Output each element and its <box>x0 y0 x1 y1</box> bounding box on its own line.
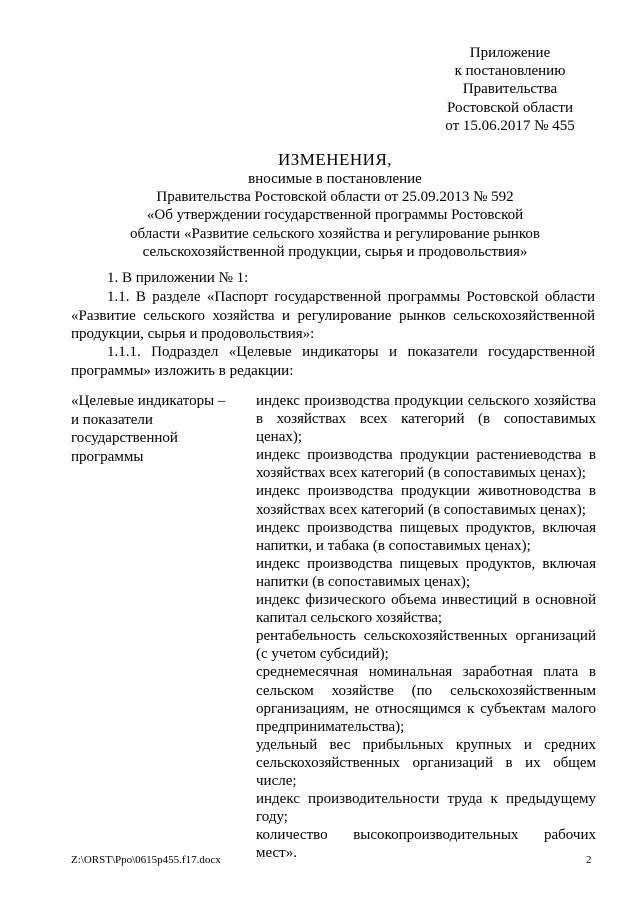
indicator-item: индекс производства пищевых продуктов, включая напитки, и табака (в сопоставимых ценах); <box>256 519 596 554</box>
indicator-item: удельный вес прибыльных крупных и средних сельскохозяйственных организаций в их общем числе; <box>256 736 596 789</box>
heading-line: «Об утверждении государственной программы Ростовской <box>146 207 524 224</box>
label-line: и показатели <box>71 411 153 428</box>
appendix-line: Правительства <box>462 81 558 98</box>
heading-title: ИЗМЕНЕНИЯ, <box>277 150 393 169</box>
indicator-item: индекс производства продукции сельского хозяйства в хозяйствах всех категорий (в сопоставимых ценах); <box>256 393 596 446</box>
indicator-item: индекс физического объема инвестиций в основной капитал сельского хозяйства; <box>256 592 596 627</box>
heading-line: области «Развитие сельского хозяйства и регулирование рынков <box>130 225 540 242</box>
appendix-line: от 15.06.2017 № 455 <box>445 117 575 134</box>
appendix-block <box>420 44 600 135</box>
page-number: 2 <box>586 854 592 866</box>
indicator-item: индекс производства продукции растениеводства в хозяйствах всех категорий (в сопоставимых ценах); <box>256 447 596 482</box>
indicators-label-cell <box>71 392 246 466</box>
heading-line: вносимые в постановление <box>248 171 422 187</box>
indicator-item: индекс производства пищевых продуктов, включая напитки (в сопоставимых ценах); <box>256 555 596 590</box>
indicator-item: среднемесячная номинальная заработная плата в сельском хозяйстве (по сельскохозяйственным организациям, не относящимся к субъектам малого предпринимательства); <box>256 664 596 735</box>
paragraph-1: 1. В приложении № 1: <box>107 270 249 286</box>
indicators-list-cell <box>256 392 596 862</box>
appendix-line: Приложение <box>469 45 551 61</box>
heading-line: Правительства Ростовской области от 25.09.2013 № 592 <box>156 189 514 206</box>
label-line: государственной <box>71 430 178 447</box>
appendix-line: к постановлению <box>454 63 566 80</box>
indicator-item: индекс производства продукции животноводства в хозяйствах всех категорий (в сопоставимых ценах); <box>256 483 596 518</box>
heading-line: сельскохозяйственной продукции, сырья и продовольствия» <box>142 243 528 260</box>
paragraph-1-1-1: 1.1.1. Подраздел «Целевые индикаторы и показатели государственной программы» изложить в редакции: <box>71 344 595 379</box>
document-heading <box>110 150 560 261</box>
paragraph-1-1: 1.1. В разделе «Паспорт государственной программы Ростовской области «Развитие сельского хозяйства и регулирование рынков сельскохозяйственной продукции, сырья и продовольствия»: <box>71 289 595 343</box>
indicator-item: индекс производительности труда к предыдущему году; <box>256 791 596 826</box>
indicator-item: рентабельность сельскохозяйственных организаций (с учетом субсидий); <box>256 628 596 663</box>
appendix-line: Ростовской области <box>447 99 573 116</box>
label-line: «Целевые индикаторы – <box>71 393 226 409</box>
indicator-item: количество высокопроизводительных рабочих мест». <box>256 827 596 862</box>
file-path: Z:\ORST\Ppo\0615p455.f17.docx <box>71 854 221 866</box>
label-line: программы <box>71 448 144 465</box>
